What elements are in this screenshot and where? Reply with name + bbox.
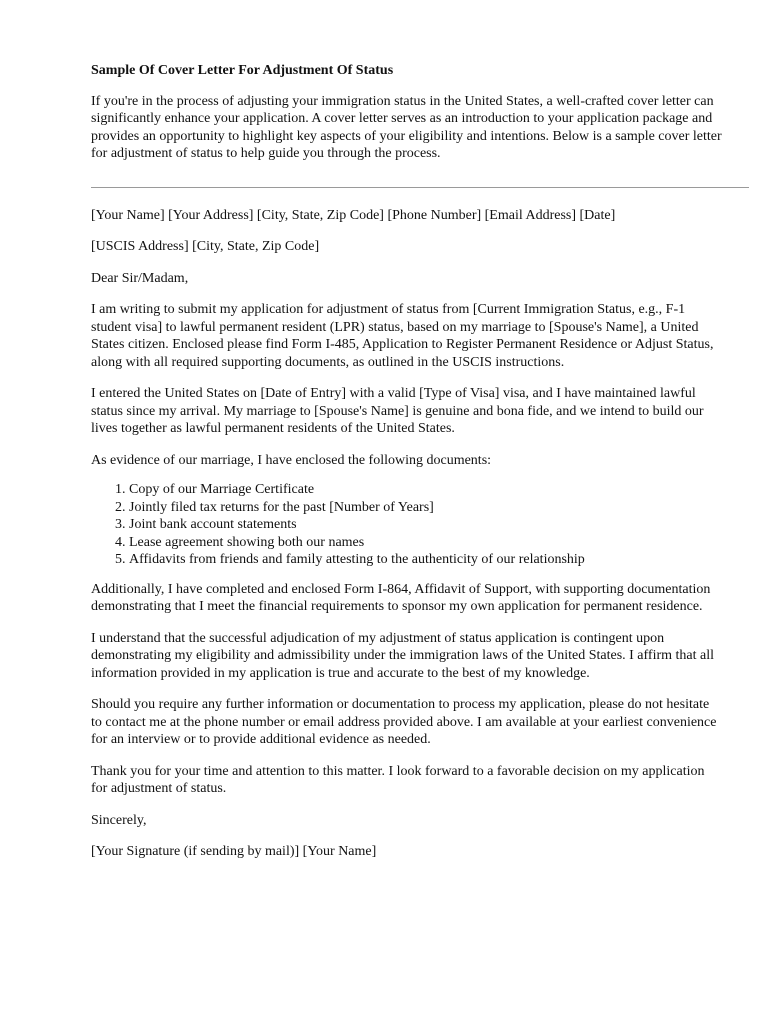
closing: Sincerely, <box>91 812 147 828</box>
body-paragraph-4: Additionally, I have completed and enclosed Form I-864, Affidavit of Support, with supporting documentation demonstrating that I meet the financial requirements to sponsor my own application for permanent residence. <box>91 581 711 614</box>
list-item: 5. Affidavits from friends and family attesting to the authenticity of our relationship <box>129 551 722 569</box>
sender-line: [Your Name] [Your Address] [City, State, Zip Code] [Phone Number] [Email Address] [Date] <box>91 207 616 223</box>
recipient-line: [USCIS Address] [City, State, Zip Code] <box>91 239 320 254</box>
list-item: 3. Joint bank account statements <box>129 516 722 534</box>
list-item: 4. Lease agreement showing both our names <box>129 534 722 552</box>
salutation: Dear Sir/Madam, <box>91 270 189 286</box>
body-paragraph-3: As evidence of our marriage, I have enclosed the following documents: <box>91 452 492 468</box>
body-paragraph-7: Thank you for your time and attention to this matter. I look forward to a favorable decision on my application for adjustment of status. <box>91 763 705 796</box>
signature-line: [Your Signature (if sending by mail)] [Your Name] <box>91 844 377 859</box>
horizontal-divider <box>91 187 749 188</box>
body-paragraph-2: I entered the United States on [Date of Entry] with a valid [Type of Visa] visa, and I have maintained lawful status since my arrival. My marriage to [Spouse's Name] is genuine and bona fide, and we intend to build our lives together as lawful permanent residents of the United States. <box>91 386 704 436</box>
intro-paragraph: If you're in the process of adjusting your immigration status in the United States, a well-crafted cover letter can significantly enhance your application. A cover letter serves as an introduction to your application package and provides an opportunity to highlight key aspects of your eligibility and intentions. Below is a sample cover letter for adjustment of status to help guide you through the process. <box>91 93 722 161</box>
list-item: 2. Jointly filed tax returns for the past [Number of Years] <box>129 499 722 517</box>
list-item: 1. Copy of our Marriage Certificate <box>129 481 722 499</box>
documents-list <box>91 481 722 569</box>
body-paragraph-6: Should you require any further information or documentation to process my application, please do not hesitate to contact me at the phone number or email address provided above. I am available at your earliest convenience for an interview or to provide additional evidence as needed. <box>91 697 717 747</box>
body-paragraph-5: I understand that the successful adjudication of my adjustment of status application is contingent upon demonstrating my eligibility and admissibility under the immigration laws of the United States. I affirm that all information provided in my application is true and accurate to the best of my knowledge. <box>91 630 715 681</box>
document-title: Sample Of Cover Letter For Adjustment Of Status <box>91 63 394 78</box>
body-paragraph-1: I am writing to submit my application for adjustment of status from [Current Immigration Status, e.g., F-1 student visa] to lawful permanent resident (LPR) status, based on my marriage to [Spouse's Name], a United States citizen. Enclosed please find Form I-485, Application to Register Permanent Residence or Adjust Status, along with all required supporting documents, as outlined in the USCIS instructions. <box>91 302 714 370</box>
